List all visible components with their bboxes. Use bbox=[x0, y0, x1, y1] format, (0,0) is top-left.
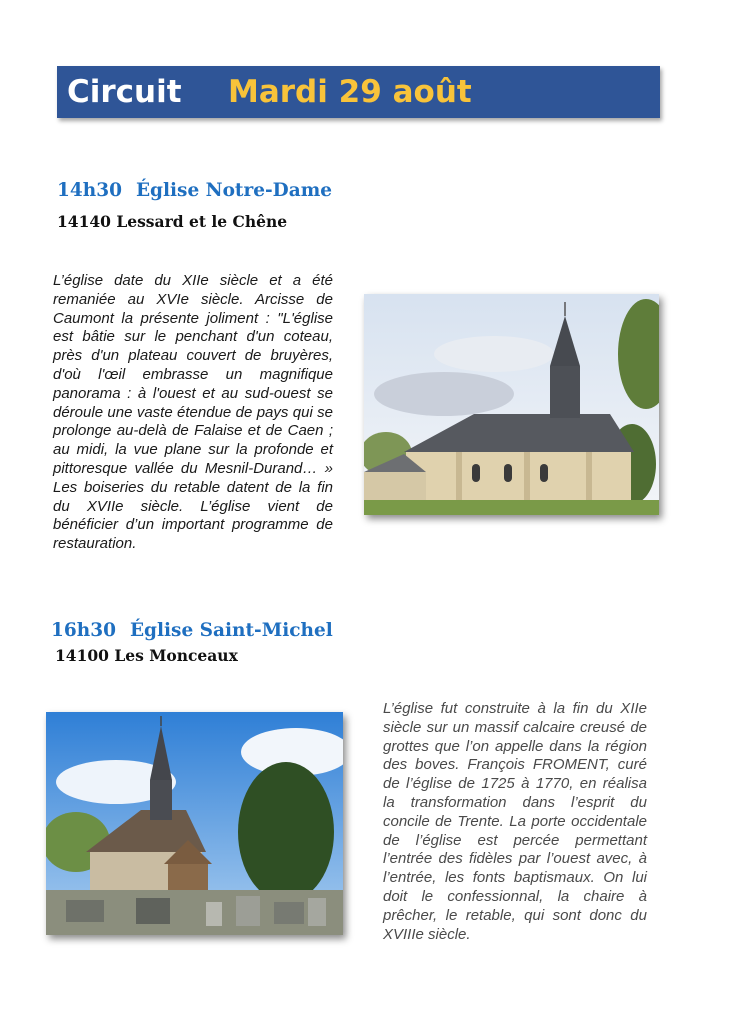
church-saint-michel-photo bbox=[46, 712, 343, 935]
title-banner bbox=[57, 66, 660, 118]
stop-1-place: 14140 Lessard et le Chêne bbox=[57, 212, 288, 231]
stop-1-description: L’église date du XIIe siècle et a été remaniée au XVIe siècle. Arcisse de Caumont la présente joliment : "L'église est bâtie sur le penchant d'un coteau, près d'un plateau couvert de bruyères, d'où l'œil embrasse un magnifique panorama : à l'ouest et au sud-ouest se déroule une vaste étendue de pays qui se prolonge au-delà de Falaise et de Caen ; au midi, la vue plane sur la profonde et pittoresque vallée du Mesnil-Durand… » Les boiseries du retable datent de la fin du XVIIe siècle. L’église vient de bénéficier d’un important programme de restauration. bbox=[53, 272, 333, 553]
stop-2-name: Église Saint-Michel bbox=[129, 620, 333, 641]
stop-2-heading bbox=[51, 619, 333, 643]
stop-1-time: 14h30 bbox=[57, 180, 122, 201]
banner-date: Mardi 29 août bbox=[228, 74, 472, 110]
stop-2-time: 16h30 bbox=[51, 620, 116, 641]
stop-2-description: L’église fut construite à la fin du XIIe siècle sur un massif calcaire creusé de grottes que l’on appelle dans la région des boves. François FROMENT, curé de l’église de 1725 à 1770, en réalisa la transformation dans l’esprit du concile de Trente. La porte occidentale de l’église est percée permettant l’entrée des fidèles par l’ouest avec, à l’entrée, les fonts baptismaux. On lui doit le confessionnal, la chaire à prêcher, le retable, qui sont donc du XVIIIe siècle. bbox=[383, 700, 647, 943]
stop-1-heading bbox=[57, 179, 332, 203]
stop-1-name: Église Notre-Dame bbox=[135, 180, 333, 201]
banner-label: Circuit bbox=[67, 74, 182, 110]
stop-2-place: 14100 Les Monceaux bbox=[55, 646, 238, 665]
church-notre-dame-photo bbox=[364, 294, 659, 515]
